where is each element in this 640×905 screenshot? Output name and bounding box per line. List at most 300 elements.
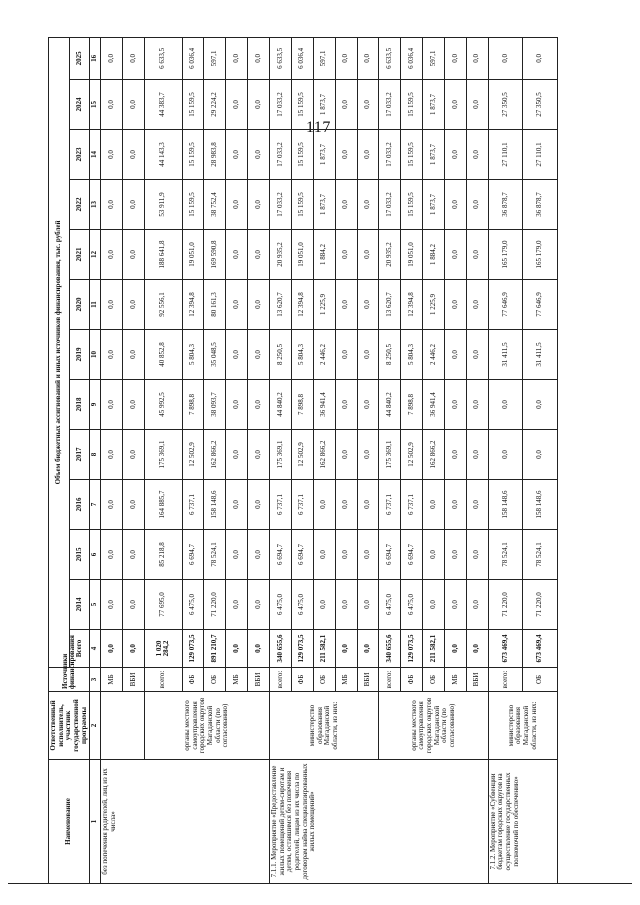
year-value: 1 873,7	[313, 180, 335, 230]
year-value: 0,0	[335, 530, 357, 580]
funding-source: ФБ	[401, 668, 423, 692]
year-value: 0,0	[466, 180, 488, 230]
header-year: 2024	[69, 80, 90, 130]
header-year: 2018	[69, 380, 90, 430]
year-value: 6 475,0	[182, 580, 204, 630]
year-value: 0,0	[445, 430, 467, 480]
year-value: 45 992,5	[144, 380, 182, 430]
funding-source: всего:	[379, 668, 401, 692]
total-value: 0,0	[445, 630, 467, 668]
year-value: 15 159,5	[401, 180, 423, 230]
table-row	[144, 37, 182, 883]
rotated-table-wrapper	[48, 38, 544, 884]
year-value: 0,0	[226, 330, 248, 380]
year-value: 7 898,8	[182, 380, 204, 430]
funding-source: ОБ	[204, 668, 226, 692]
year-value: 12 502,9	[401, 430, 423, 480]
year-value: 7 898,8	[291, 380, 313, 430]
year-value: 27 110,1	[488, 130, 523, 180]
year-value: 0,0	[123, 430, 145, 480]
year-value: 0,0	[445, 230, 467, 280]
year-value: 0,0	[445, 80, 467, 130]
year-value: 158 148,6	[488, 480, 523, 530]
responsible-executor: органы местного самоуправления городских округов Магаданской области (по согласованию)	[144, 692, 269, 760]
year-value: 7 898,8	[401, 380, 423, 430]
year-value: 0,0	[357, 530, 379, 580]
year-value: 0,0	[123, 580, 145, 630]
year-value: 0,0	[226, 580, 248, 630]
year-value: 15 159,5	[401, 80, 423, 130]
year-value: 0,0	[445, 180, 467, 230]
year-value: 17 033,2	[270, 180, 292, 230]
funding-source: ВБИ	[357, 668, 379, 692]
responsible-executor: министерство образования Магаданской области, из них:	[488, 692, 557, 760]
year-value: 92 556,1	[144, 280, 182, 330]
table-row	[488, 37, 523, 883]
funding-source: МБ	[226, 668, 248, 692]
year-value: 6 475,0	[291, 580, 313, 630]
year-value: 0,0	[123, 330, 145, 380]
year-value: 0,0	[335, 80, 357, 130]
year-value: 6 737,1	[182, 480, 204, 530]
year-value: 15 159,5	[291, 130, 313, 180]
year-value: 0,0	[466, 480, 488, 530]
year-value: 0,0	[357, 37, 379, 79]
year-value: 0,0	[357, 230, 379, 280]
year-value: 44 840,2	[270, 380, 292, 430]
year-value: 0,0	[123, 480, 145, 530]
year-value: 0,0	[248, 380, 270, 430]
year-value: 0,0	[123, 530, 145, 580]
year-value: 0,0	[357, 330, 379, 380]
header-year: 2025	[69, 37, 90, 79]
year-value: 17 033,2	[270, 80, 292, 130]
year-value: 6 475,0	[379, 580, 401, 630]
header-total: Всего	[69, 630, 90, 668]
year-value: 36 941,4	[423, 380, 445, 430]
year-value: 0,0	[248, 230, 270, 280]
year-value: 597,1	[313, 37, 335, 79]
year-value: 13 620,7	[379, 280, 401, 330]
year-value: 0,0	[466, 530, 488, 580]
year-value: 1 873,7	[313, 80, 335, 130]
year-value: 0,0	[466, 330, 488, 380]
year-value: 6 633,5	[144, 37, 182, 79]
column-index: 15	[90, 80, 101, 130]
year-value: 162 866,2	[204, 430, 226, 480]
year-value: 5 804,3	[291, 330, 313, 380]
column-index: 5	[90, 580, 101, 630]
year-value: 0,0	[123, 280, 145, 330]
year-value: 0,0	[466, 130, 488, 180]
year-value: 0,0	[123, 37, 145, 79]
total-value: 0,0	[123, 630, 145, 668]
year-value: 0,0	[445, 380, 467, 430]
year-value: 0,0	[357, 380, 379, 430]
header-name: Наименование	[49, 760, 90, 884]
year-value: 0,0	[335, 330, 357, 380]
column-index: 7	[90, 480, 101, 530]
funding-source: ВБИ	[123, 668, 145, 692]
column-index: 10	[90, 330, 101, 380]
total-value: 0,0	[335, 630, 357, 668]
year-value: 0,0	[466, 380, 488, 430]
year-value: 44 143,3	[144, 130, 182, 180]
year-value: 1 884,2	[423, 230, 445, 280]
column-index: 14	[90, 130, 101, 180]
year-value: 0,0	[123, 380, 145, 430]
year-value: 0,0	[335, 180, 357, 230]
year-value: 0,0	[248, 430, 270, 480]
year-value: 0,0	[335, 230, 357, 280]
header-year: 2019	[69, 330, 90, 380]
responsible-executor	[101, 692, 145, 760]
year-value: 0,0	[523, 37, 558, 79]
year-value: 162 866,2	[423, 430, 445, 480]
year-value: 597,1	[423, 37, 445, 79]
year-value: 0,0	[226, 180, 248, 230]
funding-source: МБ	[445, 668, 467, 692]
header-year: 2015	[69, 530, 90, 580]
year-value: 0,0	[466, 80, 488, 130]
year-value: 0,0	[423, 580, 445, 630]
year-value: 6 633,5	[270, 37, 292, 79]
measure-name: 7.1.1. Мероприятие «Предоставление жилых помещений детям-сиротам и детям, оставшимся без попечения родителей, лицам из их числа по договорам найма специализированных жилых помещений»	[270, 760, 489, 884]
year-value: 165 179,0	[488, 230, 523, 280]
funding-source: МБ	[335, 668, 357, 692]
year-value: 0,0	[248, 580, 270, 630]
year-value: 165 179,0	[523, 230, 558, 280]
total-value: 129 073,5	[401, 630, 423, 668]
year-value: 0,0	[101, 530, 123, 580]
header-responsible: Ответственный исполнитель, участник государственной программы	[49, 692, 90, 760]
year-value: 15 159,5	[291, 180, 313, 230]
financing-table	[48, 37, 558, 884]
year-value: 78 524,1	[523, 530, 558, 580]
year-value: 0,0	[335, 130, 357, 180]
year-value: 80 161,3	[204, 280, 226, 330]
year-value: 1 225,9	[313, 280, 335, 330]
year-value: 188 641,8	[144, 230, 182, 280]
year-value: 85 218,8	[144, 530, 182, 580]
year-value: 27 350,5	[523, 80, 558, 130]
column-index: 9	[90, 380, 101, 430]
year-value: 5 804,3	[401, 330, 423, 380]
total-value: 1 020 284,2	[144, 630, 182, 668]
year-value: 6 633,5	[379, 37, 401, 79]
year-value: 0,0	[248, 280, 270, 330]
year-value: 6 036,4	[182, 37, 204, 79]
year-value: 19 051,0	[291, 230, 313, 280]
funding-source: ФБ	[182, 668, 204, 692]
total-value: 340 655,6	[270, 630, 292, 668]
funding-source: всего:	[144, 668, 182, 692]
year-value: 169 590,8	[204, 230, 226, 280]
year-value: 6 694,7	[270, 530, 292, 580]
total-value: 340 655,6	[379, 630, 401, 668]
year-value: 20 935,2	[270, 230, 292, 280]
year-value: 0,0	[123, 130, 145, 180]
year-value: 71 220,0	[523, 580, 558, 630]
page-number: 117	[306, 119, 331, 136]
year-value: 6 694,7	[291, 530, 313, 580]
table-row	[101, 37, 123, 883]
year-value: 12 394,8	[291, 280, 313, 330]
year-value: 6 475,0	[270, 580, 292, 630]
header-source: Источники финансирования	[49, 668, 90, 692]
year-value: 0,0	[357, 280, 379, 330]
year-value: 12 394,8	[182, 280, 204, 330]
year-value: 0,0	[248, 480, 270, 530]
year-value: 77 695,0	[144, 580, 182, 630]
total-value: 0,0	[101, 630, 123, 668]
year-value: 0,0	[248, 37, 270, 79]
year-value: 0,0	[226, 230, 248, 280]
year-value: 6 036,4	[401, 37, 423, 79]
year-value: 0,0	[101, 80, 123, 130]
year-value: 158 148,6	[204, 480, 226, 530]
year-value: 6 694,7	[182, 530, 204, 580]
year-value: 12 394,8	[401, 280, 423, 330]
year-value: 0,0	[313, 480, 335, 530]
year-value: 0,0	[101, 180, 123, 230]
year-value: 6 737,1	[379, 480, 401, 530]
year-value: 0,0	[226, 130, 248, 180]
year-value: 1 873,7	[313, 130, 335, 180]
year-value: 0,0	[335, 480, 357, 530]
year-value: 0,0	[226, 280, 248, 330]
year-value: 0,0	[101, 130, 123, 180]
year-value: 36 941,4	[313, 380, 335, 430]
year-value: 0,0	[357, 430, 379, 480]
funding-source: ОБ	[423, 668, 445, 692]
year-value: 0,0	[357, 80, 379, 130]
year-value: 78 524,1	[204, 530, 226, 580]
total-value: 673 469,4	[523, 630, 558, 668]
year-value: 0,0	[335, 580, 357, 630]
year-value: 0,0	[101, 230, 123, 280]
year-value: 0,0	[488, 430, 523, 480]
funding-source: МБ	[101, 668, 123, 692]
year-value: 0,0	[226, 530, 248, 580]
year-value: 6 694,7	[379, 530, 401, 580]
funding-source: ВБИ	[248, 668, 270, 692]
year-value: 15 159,5	[182, 130, 204, 180]
year-value: 0,0	[445, 530, 467, 580]
header-year: 2022	[69, 180, 90, 230]
year-value: 0,0	[466, 37, 488, 79]
year-value: 1 873,7	[423, 130, 445, 180]
year-value: 17 033,2	[379, 180, 401, 230]
year-value: 38 093,7	[204, 380, 226, 430]
year-value: 78 524,1	[488, 530, 523, 580]
total-value: 129 073,5	[291, 630, 313, 668]
year-value: 0,0	[313, 530, 335, 580]
year-value: 0,0	[226, 380, 248, 430]
year-value: 164 885,7	[144, 480, 182, 530]
year-value: 31 411,5	[488, 330, 523, 380]
year-value: 0,0	[335, 280, 357, 330]
year-value: 13 620,7	[270, 280, 292, 330]
year-value: 2 446,2	[423, 330, 445, 380]
total-value: 891 210,7	[204, 630, 226, 668]
table-row	[270, 37, 292, 883]
year-value: 0,0	[423, 480, 445, 530]
year-value: 15 159,5	[291, 80, 313, 130]
year-value: 31 411,5	[523, 330, 558, 380]
year-value: 6 737,1	[291, 480, 313, 530]
total-value: 211 582,1	[313, 630, 335, 668]
year-value: 0,0	[101, 580, 123, 630]
year-value: 162 866,2	[313, 430, 335, 480]
year-value: 0,0	[488, 380, 523, 430]
year-value: 77 646,9	[488, 280, 523, 330]
year-value: 19 051,0	[182, 230, 204, 280]
year-value: 0,0	[101, 430, 123, 480]
year-value: 0,0	[248, 130, 270, 180]
column-index: 3	[90, 668, 101, 692]
year-value: 6 737,1	[401, 480, 423, 530]
year-value: 0,0	[226, 37, 248, 79]
funding-source: всего:	[270, 668, 292, 692]
year-value: 0,0	[357, 480, 379, 530]
year-value: 0,0	[466, 580, 488, 630]
year-value: 17 033,2	[379, 130, 401, 180]
year-value: 0,0	[101, 480, 123, 530]
column-index: 2	[90, 692, 101, 760]
year-value: 0,0	[248, 80, 270, 130]
year-value: 71 220,0	[488, 580, 523, 630]
year-value: 158 148,6	[523, 480, 558, 530]
year-value: 0,0	[357, 130, 379, 180]
year-value: 0,0	[226, 430, 248, 480]
year-value: 77 646,9	[523, 280, 558, 330]
year-value: 15 159,5	[182, 80, 204, 130]
year-value: 0,0	[335, 380, 357, 430]
year-value: 0,0	[248, 180, 270, 230]
year-value: 1 884,2	[313, 230, 335, 280]
year-value: 17 033,2	[379, 80, 401, 130]
year-value: 2 446,2	[313, 330, 335, 380]
year-value: 0,0	[226, 480, 248, 530]
year-value: 0,0	[445, 580, 467, 630]
year-value: 15 159,5	[401, 130, 423, 180]
header-year: 2014	[69, 580, 90, 630]
year-value: 0,0	[335, 430, 357, 480]
year-value: 0,0	[248, 530, 270, 580]
funding-source: ФБ	[291, 668, 313, 692]
year-value: 36 878,7	[488, 180, 523, 230]
total-value: 0,0	[226, 630, 248, 668]
year-value: 19 051,0	[401, 230, 423, 280]
column-index: 4	[90, 630, 101, 668]
measure-name: без попечения родителей, лиц из их числа»	[101, 760, 270, 884]
year-value: 0,0	[488, 37, 523, 79]
year-value: 0,0	[423, 530, 445, 580]
year-value: 28 983,8	[204, 130, 226, 180]
year-value: 175 369,1	[144, 430, 182, 480]
year-value: 0,0	[123, 80, 145, 130]
year-value: 6 694,7	[401, 530, 423, 580]
year-value: 17 033,2	[270, 130, 292, 180]
year-value: 6 737,1	[270, 480, 292, 530]
total-value: 673 469,4	[488, 630, 523, 668]
year-value: 0,0	[445, 37, 467, 79]
column-index: 12	[90, 230, 101, 280]
year-value: 0,0	[101, 37, 123, 79]
funding-source: ВБИ	[466, 668, 488, 692]
year-value: 15 159,5	[182, 180, 204, 230]
year-value: 0,0	[123, 180, 145, 230]
year-value: 44 840,2	[379, 380, 401, 430]
year-value: 6 036,4	[291, 37, 313, 79]
year-value: 0,0	[226, 80, 248, 130]
year-value: 0,0	[357, 580, 379, 630]
year-value: 0,0	[101, 330, 123, 380]
header-year: 2016	[69, 480, 90, 530]
column-index: 11	[90, 280, 101, 330]
column-index: 13	[90, 180, 101, 230]
header-year: 2020	[69, 280, 90, 330]
year-value: 0,0	[445, 480, 467, 530]
year-value: 0,0	[523, 380, 558, 430]
total-value: 0,0	[466, 630, 488, 668]
funding-source: всего:	[488, 668, 523, 692]
year-value: 12 502,9	[182, 430, 204, 480]
year-value: 1 873,7	[423, 180, 445, 230]
year-value: 0,0	[123, 230, 145, 280]
year-value: 8 250,5	[379, 330, 401, 380]
year-value: 0,0	[466, 280, 488, 330]
year-value: 0,0	[357, 180, 379, 230]
header-volume: Объем бюджетных ассигнований и иных источников финансирования, тыс. рублей	[49, 37, 70, 667]
year-value: 5 804,3	[182, 330, 204, 380]
year-value: 175 369,1	[270, 430, 292, 480]
total-value: 0,0	[357, 630, 379, 668]
year-value: 38 752,4	[204, 180, 226, 230]
year-value: 0,0	[445, 130, 467, 180]
responsible-executor: органы местного самоуправления городских округов Магаданской области (по согласованию)	[379, 692, 488, 760]
measure-name: 7.1.2. Мероприятие «Субвенции бюджетам городских округов на осуществление государственных полномочий по обеспечению»	[488, 760, 557, 884]
year-value: 8 250,5	[270, 330, 292, 380]
year-value: 27 350,5	[488, 80, 523, 130]
year-value: 29 224,2	[204, 80, 226, 130]
responsible-executor: министерство образования Магаданской области, из них:	[270, 692, 379, 760]
year-value: 20 935,2	[379, 230, 401, 280]
total-value: 211 582,1	[423, 630, 445, 668]
year-value: 0,0	[466, 230, 488, 280]
year-value: 597,1	[204, 37, 226, 79]
column-index: 16	[90, 37, 101, 79]
year-value: 0,0	[313, 580, 335, 630]
year-value: 44 383,7	[144, 80, 182, 130]
year-value: 0,0	[523, 430, 558, 480]
year-value: 12 502,9	[291, 430, 313, 480]
year-value: 53 911,9	[144, 180, 182, 230]
year-value: 6 475,0	[401, 580, 423, 630]
table-row	[379, 37, 401, 883]
total-value: 129 073,5	[182, 630, 204, 668]
year-value: 27 110,1	[523, 130, 558, 180]
total-value: 0,0	[248, 630, 270, 668]
year-value: 0,0	[445, 280, 467, 330]
year-value: 71 220,0	[204, 580, 226, 630]
column-index: 1	[90, 760, 101, 884]
column-index: 8	[90, 430, 101, 480]
year-value: 1 225,9	[423, 280, 445, 330]
year-value: 0,0	[101, 380, 123, 430]
header-year: 2017	[69, 430, 90, 480]
